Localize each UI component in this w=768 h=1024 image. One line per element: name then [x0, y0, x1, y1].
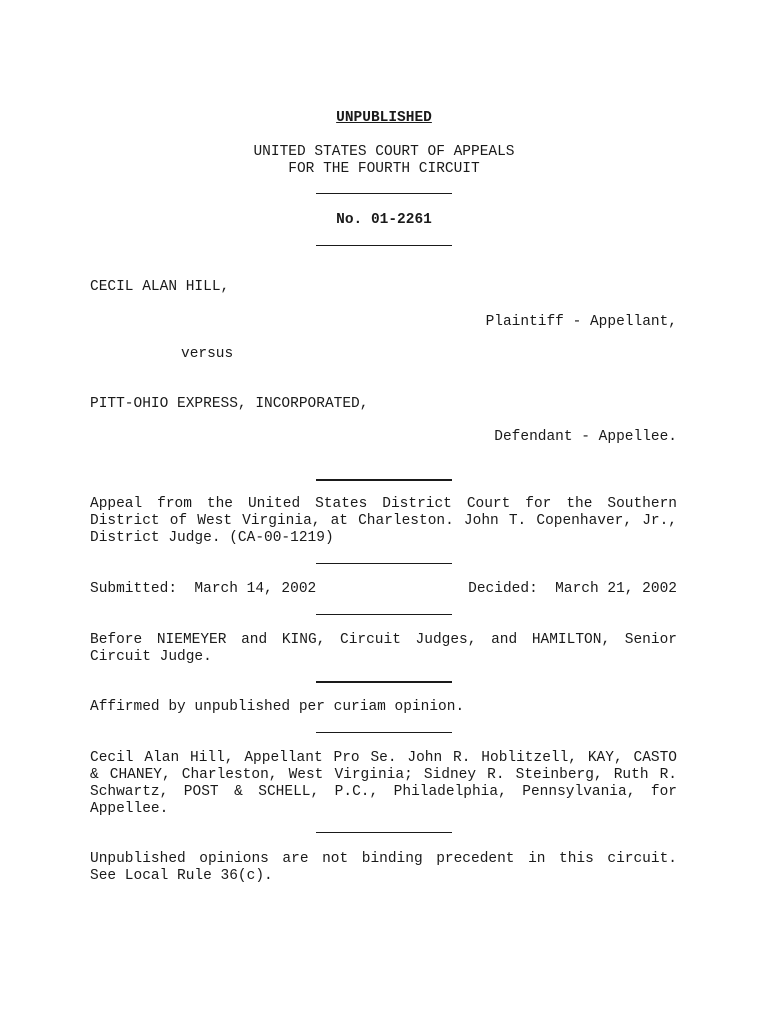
court-name-line1: UNITED STATES COURT OF APPEALS [253, 144, 515, 160]
plaintiff-name: CECIL ALAN HILL, [90, 279, 230, 295]
appeal-paragraph [90, 496, 677, 547]
notice-line: See Local Rule 36(c). [90, 868, 273, 884]
defendant-role: Defendant - Appellee. [494, 429, 677, 445]
divider [316, 732, 452, 733]
notice-line: Unpublished opinions are not binding precedent in this circuit. [90, 851, 677, 867]
appeal-line: District of West Virginia, at Charleston. John T. Copenhaver, Jr., [90, 513, 677, 529]
counsel-paragraph [90, 750, 677, 818]
defendant-name: PITT-OHIO EXPRESS, INCORPORATED, [90, 396, 369, 412]
divider [316, 245, 452, 246]
unpublished-heading: UNPUBLISHED [336, 110, 432, 126]
panel-line: Circuit Judge. [90, 649, 212, 665]
submitted-date: Submitted: March 14, 2002 [90, 581, 317, 597]
panel-paragraph [90, 632, 677, 666]
divider [316, 614, 452, 615]
divider [316, 479, 452, 481]
counsel-line: & CHANEY, Charleston, West Virginia; Sidney R. Steinberg, Ruth R. [90, 767, 677, 783]
appeal-line: Appeal from the United States District Court for the Southern [90, 496, 677, 512]
plaintiff-role: Plaintiff - Appellant, [485, 314, 677, 330]
divider [316, 563, 452, 564]
court-name-line2: FOR THE FOURTH CIRCUIT [288, 161, 480, 177]
divider [316, 832, 452, 833]
counsel-line: Schwartz, POST & SCHELL, P.C., Philadelphia, Pennsylvania, for [90, 784, 677, 800]
appeal-line: District Judge. (CA-00-1219) [90, 530, 334, 546]
panel-line: Before NIEMEYER and KING, Circuit Judges, and HAMILTON, Senior [90, 632, 677, 648]
divider [316, 681, 452, 683]
dates-row [90, 581, 677, 598]
counsel-line: Cecil Alan Hill, Appellant Pro Se. John R. Hoblitzell, KAY, CASTO [90, 750, 677, 766]
case-number: No. 01-2261 [336, 212, 432, 228]
divider [316, 193, 452, 194]
decided-date: Decided: March 21, 2002 [468, 581, 677, 597]
counsel-line: Appellee. [90, 801, 169, 817]
notice-paragraph [90, 851, 677, 885]
disposition: Affirmed by unpublished per curiam opinion. [90, 699, 465, 715]
versus-label: versus [181, 346, 234, 362]
